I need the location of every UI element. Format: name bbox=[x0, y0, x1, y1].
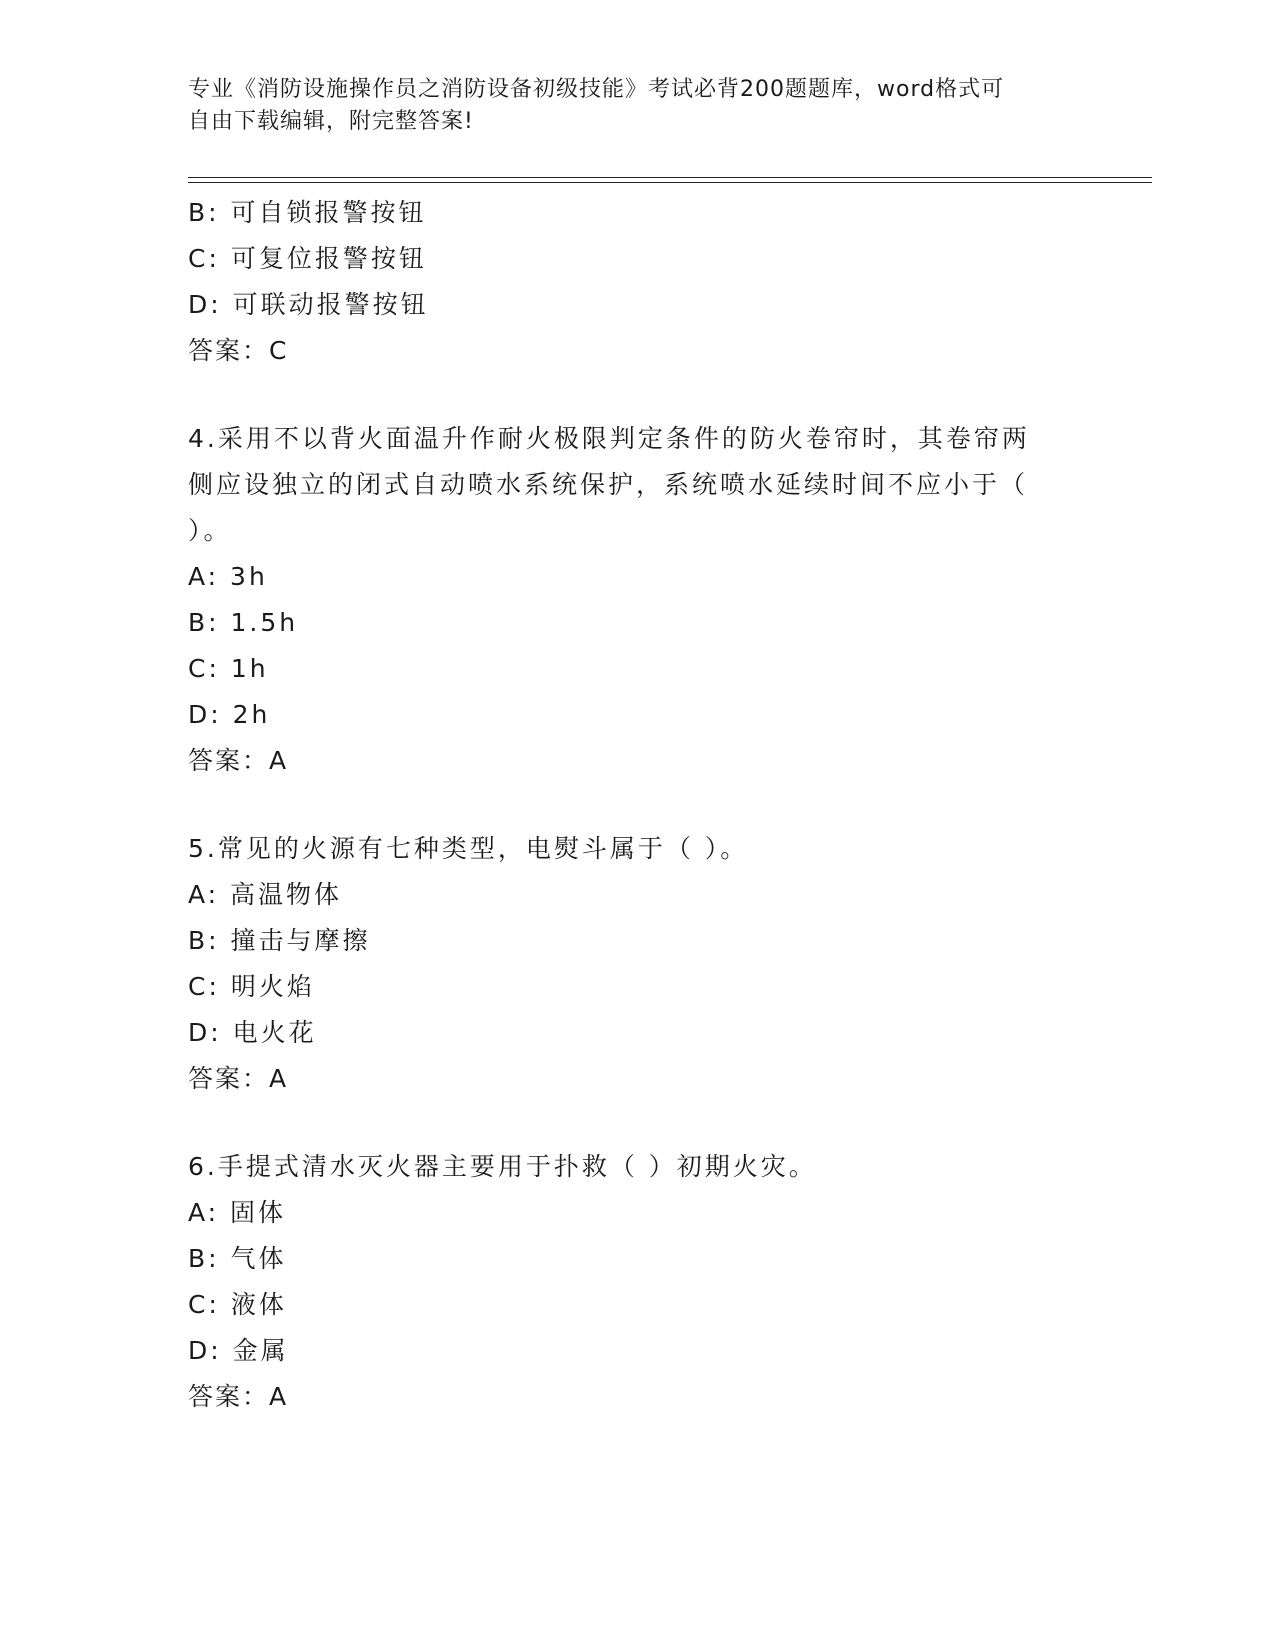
spacer bbox=[188, 1102, 1068, 1144]
question-5 bbox=[188, 826, 1068, 1102]
answer-line: 答案：A bbox=[188, 746, 289, 775]
option-d: D: 金属 bbox=[188, 1336, 289, 1365]
document-header bbox=[188, 74, 1068, 138]
question-text-line: 侧应设独立的闭式自动喷水系统保护，系统喷水延续时间不应小于（ bbox=[188, 470, 1029, 499]
option-d: D: 电火花 bbox=[188, 1018, 317, 1047]
option-b: B: 可自锁报警按钮 bbox=[188, 198, 427, 227]
question-text-line: 6.手提式清水灭火器主要用于扑救（ ）初期火灾。 bbox=[188, 1152, 817, 1181]
option-c: C: 可复位报警按钮 bbox=[188, 244, 427, 273]
question-3-partial bbox=[188, 190, 1068, 374]
answer-line: 答案：C bbox=[188, 336, 289, 365]
option-d: D: 可联动报警按钮 bbox=[188, 290, 429, 319]
option-d: D: 2h bbox=[188, 700, 271, 729]
header-divider-top bbox=[188, 177, 1152, 178]
question-4 bbox=[188, 416, 1068, 784]
option-a: A: 高温物体 bbox=[188, 880, 343, 909]
option-c: C: 液体 bbox=[188, 1290, 287, 1319]
option-a: A: 固体 bbox=[188, 1198, 287, 1227]
question-text-line: ）。 bbox=[188, 516, 232, 545]
answer-line: 答案：A bbox=[188, 1382, 289, 1411]
spacer bbox=[188, 374, 1068, 416]
question-text-line: 4.采用不以背火面温升作耐火极限判定条件的防火卷帘时，其卷帘两 bbox=[188, 424, 1030, 453]
answer-line: 答案：A bbox=[188, 1064, 289, 1093]
option-c: C: 明火焰 bbox=[188, 972, 315, 1001]
spacer bbox=[188, 784, 1068, 826]
option-b: B: 撞击与摩擦 bbox=[188, 926, 371, 955]
question-6 bbox=[188, 1144, 1068, 1420]
option-c: C: 1h bbox=[188, 654, 269, 683]
option-a: A: 3h bbox=[188, 562, 268, 591]
header-line-2: 自由下载编辑，附完整答案! bbox=[188, 109, 474, 134]
header-divider-bottom bbox=[188, 182, 1152, 183]
option-b: B: 1.5h bbox=[188, 608, 299, 637]
question-text-line: 5.常见的火源有七种类型，电熨斗属于（ ）。 bbox=[188, 834, 749, 863]
option-b: B: 气体 bbox=[188, 1244, 287, 1273]
question-list bbox=[188, 190, 1068, 1420]
header-line-1: 专业《消防设施操作员之消防设备初级技能》考试必背200题题库，word格式可 bbox=[188, 77, 1005, 102]
